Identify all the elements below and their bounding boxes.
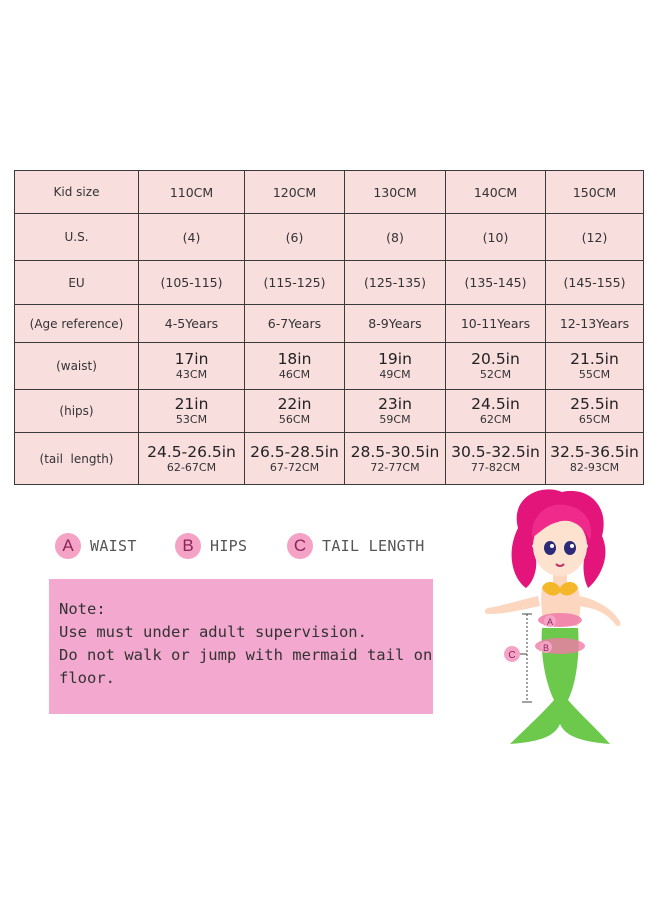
legend-label: TAIL LENGTH	[322, 537, 425, 555]
value-in: 28.5-30.5in	[350, 442, 440, 461]
cell	[546, 433, 644, 485]
legend-b-badge: B	[175, 533, 201, 559]
diagram-a-label: A	[546, 617, 554, 627]
note-line: Do not walk or jump with mermaid tail on	[59, 646, 433, 664]
value-cm: 53CM	[175, 413, 208, 426]
legend-c-badge: C	[287, 533, 313, 559]
cell: (4)	[139, 214, 245, 261]
cell	[446, 343, 546, 390]
legend-a-badge: A	[55, 533, 81, 559]
value-cm: 43CM	[175, 368, 208, 381]
cell: (115-125)	[245, 261, 345, 305]
cell	[345, 433, 446, 485]
value-in: 32.5-36.5in	[550, 442, 639, 461]
cell: 150CM	[546, 171, 644, 214]
value-in: 24.5in	[471, 395, 520, 413]
cell: (125-135)	[345, 261, 446, 305]
value-cm: 77-82CM	[470, 460, 521, 474]
cell	[139, 343, 245, 390]
value-in: 25.5in	[570, 395, 619, 413]
cell	[139, 390, 245, 433]
value-in: 26.5-28.5in	[250, 442, 339, 461]
cell: (145-155)	[546, 261, 644, 305]
row-label: Kid size	[15, 171, 139, 214]
value-cm: 62CM	[479, 413, 512, 426]
value-cm: 72-77CM	[370, 460, 420, 474]
legend-tail-length	[287, 533, 425, 559]
cell: 8-9Years	[345, 305, 446, 343]
cell: (6)	[245, 214, 345, 261]
cell: (135-145)	[446, 261, 546, 305]
cell: 110CM	[139, 171, 245, 214]
note-line: Use must under adult supervision.	[59, 623, 367, 641]
value-in: 22in	[277, 395, 312, 413]
row-hips	[15, 390, 644, 433]
cell: (105-115)	[139, 261, 245, 305]
cell	[345, 390, 446, 433]
row-label: EU	[15, 261, 139, 305]
cell	[546, 343, 644, 390]
cell: (12)	[546, 214, 644, 261]
cell: 140CM	[446, 171, 546, 214]
row-eu-size	[15, 261, 644, 305]
value-cm: 82-93CM	[569, 460, 620, 474]
value-cm: 65CM	[578, 413, 611, 426]
value-in: 24.5-26.5in	[147, 442, 236, 461]
diagram-b-label: B	[542, 643, 550, 653]
value-in: 21.5in	[570, 350, 619, 368]
value-in: 18in	[277, 350, 312, 368]
row-label: (tail length)	[15, 433, 139, 485]
cell: (10)	[446, 214, 546, 261]
row-label: (hips)	[15, 390, 139, 433]
mermaid-right-arm	[578, 596, 620, 626]
value-cm: 59CM	[379, 413, 411, 426]
cell	[245, 433, 345, 485]
cell: 120CM	[245, 171, 345, 214]
value-in: 20.5in	[471, 350, 520, 368]
cell: 6-7Years	[245, 305, 345, 343]
cell	[245, 343, 345, 390]
row-waist	[15, 343, 644, 390]
mermaid-left-eye	[544, 541, 556, 555]
value-cm: 62-67CM	[166, 460, 217, 474]
value-cm: 46CM	[278, 368, 311, 381]
mermaid-right-eye	[564, 541, 576, 555]
row-label: U.S.	[15, 214, 139, 261]
row-label: (Age reference)	[15, 305, 139, 343]
note-line: Note:	[59, 600, 106, 618]
value-in: 21in	[174, 395, 209, 413]
row-kid-size	[15, 171, 644, 214]
value-cm: 56CM	[278, 413, 311, 426]
cell	[546, 390, 644, 433]
legend-label: WAIST	[90, 537, 137, 555]
cell	[446, 433, 546, 485]
cell: 130CM	[345, 171, 446, 214]
value-in: 17in	[174, 350, 209, 368]
cell	[139, 433, 245, 485]
cell	[345, 343, 446, 390]
value-in: 30.5-32.5in	[451, 442, 540, 461]
cell: 12-13Years	[546, 305, 644, 343]
value-cm: 52CM	[479, 368, 512, 381]
row-label: (waist)	[15, 343, 139, 390]
value-in: 19in	[378, 350, 412, 368]
note-box	[49, 579, 433, 714]
value-cm: 67-72CM	[269, 460, 320, 474]
mermaid-left-arm	[485, 596, 540, 614]
row-tail-length	[15, 433, 644, 485]
size-chart-table	[14, 170, 644, 485]
diagram-c-label: C	[508, 650, 516, 661]
cell	[446, 390, 546, 433]
cell: 10-11Years	[446, 305, 546, 343]
note-line: floor.	[59, 669, 115, 687]
cell: 4-5Years	[139, 305, 245, 343]
mermaid-illustration	[470, 488, 650, 758]
row-us-size	[15, 214, 644, 261]
value-cm: 49CM	[379, 368, 411, 381]
cell	[245, 390, 345, 433]
legend-hips	[175, 533, 247, 559]
row-age-reference	[15, 305, 644, 343]
value-in: 23in	[378, 395, 412, 413]
cell: (8)	[345, 214, 446, 261]
value-cm: 55CM	[578, 368, 611, 381]
legend-label: HIPS	[210, 537, 248, 555]
legend-waist	[55, 533, 137, 559]
